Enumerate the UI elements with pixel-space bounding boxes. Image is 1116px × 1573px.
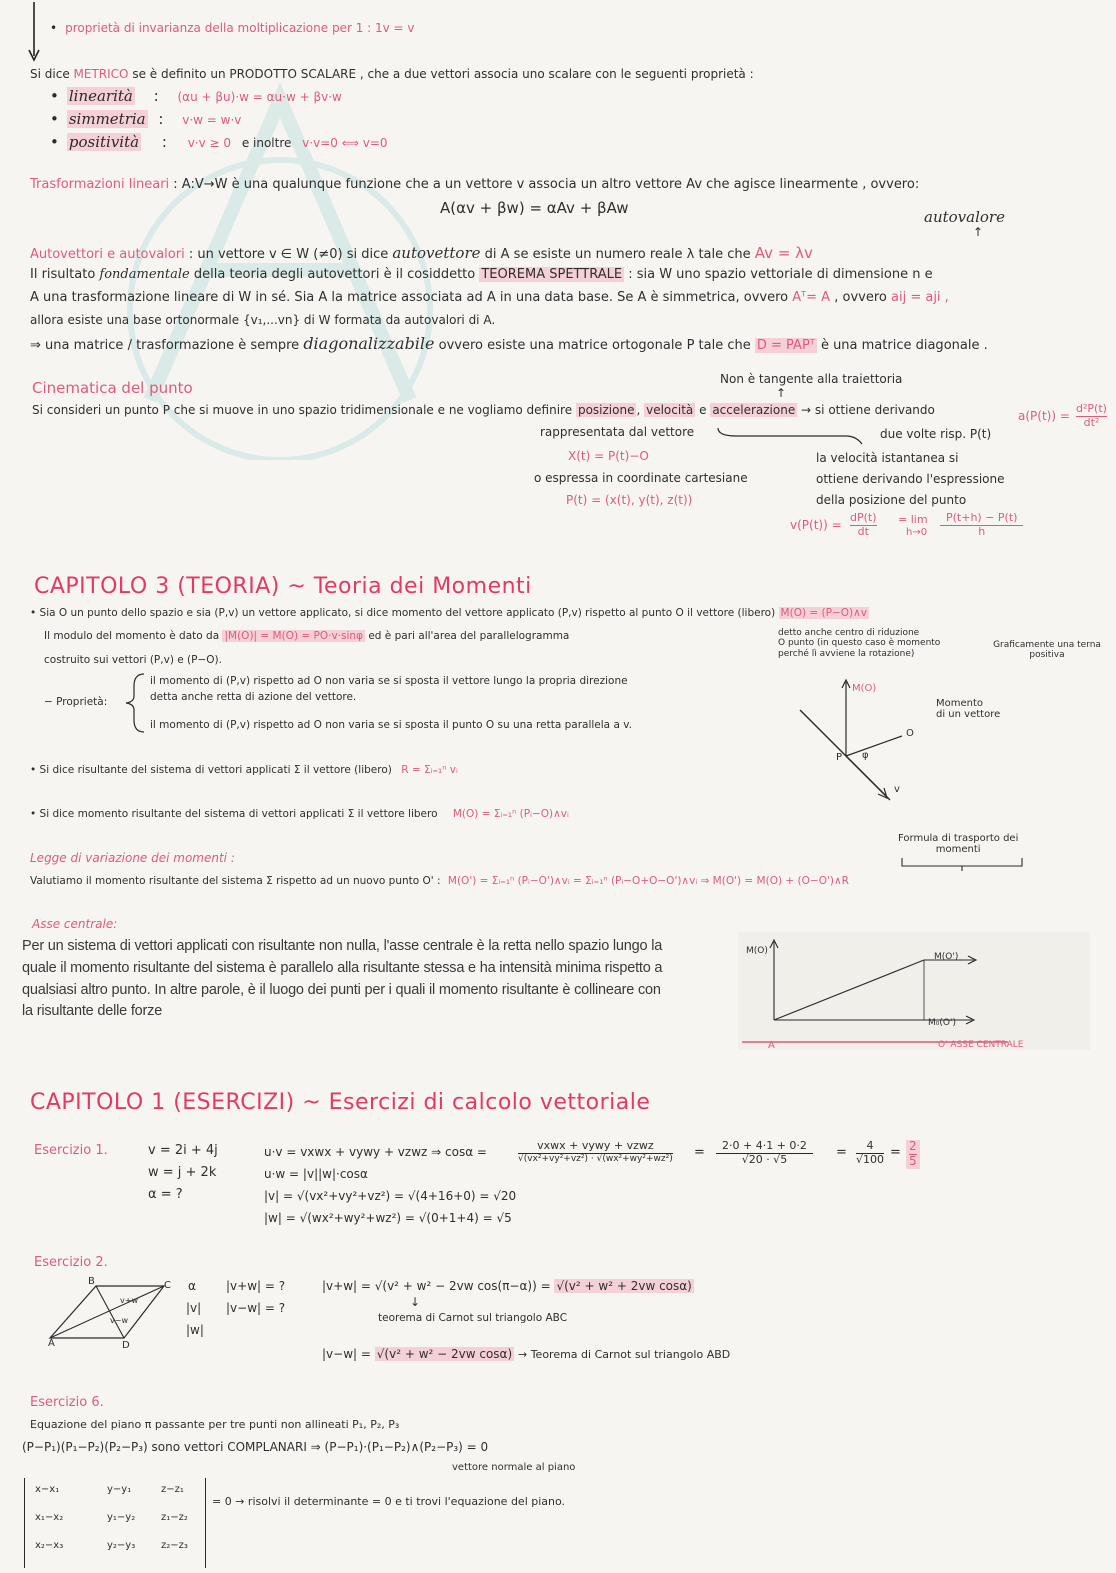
risultante-line: • Si dice risultante del sistema di vettori applicati Σ il vettore (libero) R = Σᵢ₌₁ⁿ vᵢ: [30, 764, 458, 776]
fig-c: C: [164, 1280, 171, 1291]
xt-formula: X(t) = P(t)−O: [568, 449, 649, 463]
matrix-cell: x₂−x₃: [35, 1540, 64, 1551]
ex6-label: Esercizio 6.: [30, 1395, 104, 1410]
down-arrow-small-icon: ↓: [410, 1295, 421, 1309]
side-note: detto anche centro di riduzione O punto (in questo caso è momento perché lì avviene la rotazione): [778, 628, 941, 659]
matrix-cell: z₁−z₂: [161, 1512, 188, 1523]
prop-linearita: • linearità : (αu + βu)·w = αu·w + βv·w: [50, 88, 342, 105]
g-axis: O' ASSE CENTRALE: [938, 1040, 1024, 1050]
ex1-l2: u·w = |v||w|·cosα: [264, 1167, 368, 1181]
accel-frac: d²P(t) dt²: [1076, 402, 1107, 429]
fig-vmw: v−w: [110, 1316, 128, 1325]
ex1-l3: |v| = √(vx²+vy²+vz²) = √(4+16+0) = √20: [264, 1189, 517, 1203]
ex1-l1: u·v = vxwx + vywy + vzwz ⇒ cosα =: [264, 1145, 487, 1159]
matrix-cell: y₁−y₂: [107, 1512, 136, 1523]
ex1-l4: |w| = √(wx²+wy²+wz²) = √(0+1+4) = √5: [264, 1211, 512, 1225]
cap1-title: CAPITOLO 1 (ESERCIZI) ~ Esercizi di calcolo vettoriale: [30, 1090, 651, 1115]
asse-paragraph: Per un sistema di vettori applicati con risultante non nulla, l'asse centrale è la retta nello spazio lungo la quale il momento risultante del sistema è parallelo alla risultante stessa e ha intensità minima rispetto a qualsiasi altro punto. In altre parole, è il luogo dei punti per i quali il momento risultante è collineare con la risultante delle forze: [22, 938, 663, 1020]
o-espressa: o espressa in coordinate cartesiane: [534, 471, 748, 485]
fig-o-label: O: [906, 728, 914, 739]
asse-title: Asse centrale:: [32, 917, 118, 931]
bracket-icon: [900, 856, 1024, 872]
parallelogram-figure: [44, 1276, 174, 1348]
ex2-q2: |v−w| = ?: [226, 1301, 286, 1315]
spectral-line3: allora esiste una base ortonormale {v₁,...vn} di W formata da autovalori di A.: [30, 313, 496, 327]
prop-label: − Proprietà:: [44, 696, 108, 708]
spectral-line1: Il risultato fondamentale della teoria degli autovettori è il cosiddetto TEOREMA SPETTRALE : sia W uno spazio vettoriale di dimensione n e: [30, 267, 933, 282]
fig-p-label: P: [836, 752, 843, 763]
ex1-w: w = j + 2k: [148, 1165, 217, 1180]
ex2-label: Esercizio 2.: [34, 1255, 108, 1270]
cinematica-title: Cinematica del punto: [32, 379, 193, 397]
fig-a: A: [48, 1338, 55, 1349]
brace-icon: [716, 424, 866, 446]
spectral-line4: ⇒ una matrice / trasformazione è sempre diagonalizzabile ovvero esiste una matrice ortogonale P tale che D = PAPᵀ è una matrice diagonale .: [30, 334, 988, 353]
ex1-frac2: 2·0 + 4·1 + 0·2 √20 · √5: [716, 1140, 813, 1166]
cin-line: Si consideri un punto P che si muove in uno spazio tridimensionale e ne vogliamo definire posizione , velocità e accelerazione → si ottiene derivando: [32, 403, 935, 417]
legge-title: Legge di variazione dei momenti :: [30, 851, 235, 865]
side-note-right: Graficamente una terna positiva: [993, 640, 1101, 661]
ex1-frac3: 4 √100: [856, 1139, 885, 1166]
ex1-alpha: α = ?: [148, 1187, 183, 1202]
eigen-line: Autovettori e autovalori : un vettore v ∈ W (≠0) si dice autovettore di A se esiste un numero reale λ tale che Av = λv: [30, 244, 813, 262]
g-m0: M(O): [746, 946, 768, 956]
legge-line: Valutiamo il momento risultante del sistema Σ rispetto ad un nuovo punto O' : M(O') = Σᵢ₌₁ⁿ (Pᵢ−O')∧vᵢ = Σᵢ₌₁ⁿ (Pᵢ−O+O−O')∧vᵢ ⇒ M(O') = M(O) + (O−O')∧R: [30, 875, 849, 887]
prop1b: detta anche retta di azione del vettore.: [150, 691, 357, 703]
pt-formula: P(t) = (x(t), y(t), z(t)): [566, 493, 693, 507]
vel-text1: la velocità istantanea si: [816, 451, 959, 465]
ex2-q1: |v+w| = ?: [226, 1279, 286, 1293]
cap3-b1: • Sia O un punto dello spazio e sia (P,v) un vettore applicato, si dice momento del vettore applicato (P,v) rispetto al punto O il vettore (libero) M(O) = (P−O)∧v: [30, 607, 868, 619]
fig-caption: Momento di un vettore: [936, 698, 1001, 720]
spectral-line2: A una trasformazione lineare di W in sé. Sia A la matrice associata ad A in una data base. Se A è simmetrica, ovvero Aᵀ= A , ovvero aij = aji ,: [30, 290, 949, 305]
vp-frac: dP(t) dt: [850, 511, 877, 538]
down-arrow-icon: [26, 2, 46, 64]
ex6-after: = 0 → risolvi il determinante = 0 e ti trovi l'equazione del piano.: [212, 1495, 566, 1508]
fig-phi-label: φ: [862, 750, 869, 761]
prop2: il momento di (P,v) rispetto ad O non varia se si sposta il punto O su una retta parallela a v.: [150, 719, 632, 731]
momento-line: • Si dice momento risultante del sistema di vettori applicati Σ il vettore libero M(O) = Σᵢ₌₁ⁿ (Pᵢ−O)∧vᵢ: [30, 808, 569, 820]
ex6-l2: (P−P₁)(P₁−P₂)(P₂−P₃) sono vettori COMPLANARI ⇒ (P−P₁)·(P₁−P₂)∧(P₂−P₃) = 0: [22, 1440, 489, 1454]
ex2-note: teorema di Carnot sul triangolo ABC: [378, 1312, 568, 1324]
ex1-result: 2 5: [906, 1140, 920, 1169]
ex2-f2: |v−w| = √(v² + w² − 2vw cosα) → Teorema di Carnot sul triangolo ABD: [322, 1347, 731, 1361]
ex2-f1: |v+w| = √(v² + w² − 2vw cos(π−α)) = √(v² + w² + 2vw cosα): [322, 1279, 692, 1293]
bullet-invarianza: • proprietà di invarianza della moltiplicazione per 1 : 1v = v: [50, 22, 415, 36]
matrix-cell: x−x₁: [35, 1484, 60, 1495]
autovalore-note: autovalore: [924, 208, 1005, 226]
cin-note-top: Non è tangente alla traiettoria: [720, 372, 903, 386]
cap3-b1-line3: costruito sui vettori (P,v) e (P−O).: [44, 654, 222, 666]
fig-b: B: [88, 1276, 95, 1287]
ex1-label: Esercizio 1.: [34, 1143, 108, 1158]
prop-positivita: • positività : v·v ≥ 0 e inoltre v·v=0 ⟺ v=0: [50, 134, 388, 151]
g-mo2: M(O'): [934, 952, 959, 962]
vel-text2: ottiene derivando l'espressione: [816, 472, 1005, 486]
legge-note: Formula di trasporto dei momenti: [898, 833, 1019, 855]
ex1-eq2: =: [836, 1145, 847, 1160]
linear-line: Trasformazioni lineari : A:V→W è una qualunque funzione che a un vettore v associa un altro vettore Av che agisce linearmente , ovvero:: [30, 177, 920, 192]
g-mo3: M₀(O'): [928, 1018, 956, 1028]
ex1-eq: =: [694, 1145, 705, 1160]
limit-frac: P(t+h) − P(t) h: [940, 512, 1023, 538]
vp-label: v(P(t)) =: [790, 518, 842, 532]
rapp-label: rappresentata dal vettore: [540, 425, 695, 439]
up-arrow-icon: ↑: [973, 225, 984, 239]
cap3-b1-line2: Il modulo del momento è dato da |M(O)| = M(O) = PO·v·sinφ ed è pari all'area del parallelogramma: [44, 630, 570, 642]
ex1-frac1: vxwx + vywy + vzwz √(vx²+vy²+vz²) · √(wx²+wy²+wz²): [518, 1139, 673, 1164]
prop1: il momento di (P,v) rispetto ad O non varia se si sposta il vettore lungo la propria direzione: [150, 675, 628, 687]
fig-v-label: v: [894, 784, 900, 795]
due-volte: due volte risp. P(t): [880, 427, 992, 441]
fig-d: D: [122, 1340, 130, 1351]
matrix-cell: y−y₁: [107, 1484, 132, 1495]
ex1-eq3: =: [890, 1145, 901, 1160]
ex2-alpha: α: [188, 1279, 196, 1293]
g-a: A: [768, 1040, 775, 1051]
matrix-cell: x₁−x₂: [35, 1512, 64, 1523]
ex2-w: |w|: [186, 1323, 204, 1337]
moment-figure: [790, 670, 1030, 810]
fig-vw: v+w: [120, 1296, 138, 1305]
fig-m0-label: M(O): [852, 683, 877, 694]
matrix-cell: y₂−y₃: [107, 1540, 136, 1551]
asse-figure: [738, 932, 1090, 1052]
linear-formula: A(αv + βw) = αAv + βAw: [440, 199, 629, 217]
curly-brace-icon: [124, 672, 150, 734]
ex6-note: vettore normale al piano: [452, 1462, 576, 1473]
determinant-matrix: [24, 1478, 206, 1568]
ex1-v: v = 2i + 4j: [148, 1143, 218, 1158]
accel-label: a(P(t)) =: [1018, 409, 1070, 423]
cap3-title: CAPITOLO 3 (TEORIA) ~ Teoria dei Momenti: [34, 574, 532, 599]
ex2-v: |v|: [186, 1301, 202, 1315]
matrix-cell: z₂−z₃: [161, 1540, 188, 1551]
up-arrow-icon: ↑: [776, 386, 787, 400]
vel-text3: della posizione del punto: [816, 493, 967, 507]
prop-simmetria: • simmetria : v·w = w·v: [50, 111, 241, 128]
ex6-l1: Equazione del piano π passante per tre punti non allineati P₁, P₂, P₃: [30, 1418, 400, 1431]
lim: = lim h→0: [898, 513, 928, 538]
metric-line: Si dice METRICO se è definito un PRODOTTO SCALARE , che a due vettori associa uno scalare con le seguenti proprietà :: [30, 67, 754, 81]
matrix-cell: z−z₁: [161, 1484, 184, 1495]
